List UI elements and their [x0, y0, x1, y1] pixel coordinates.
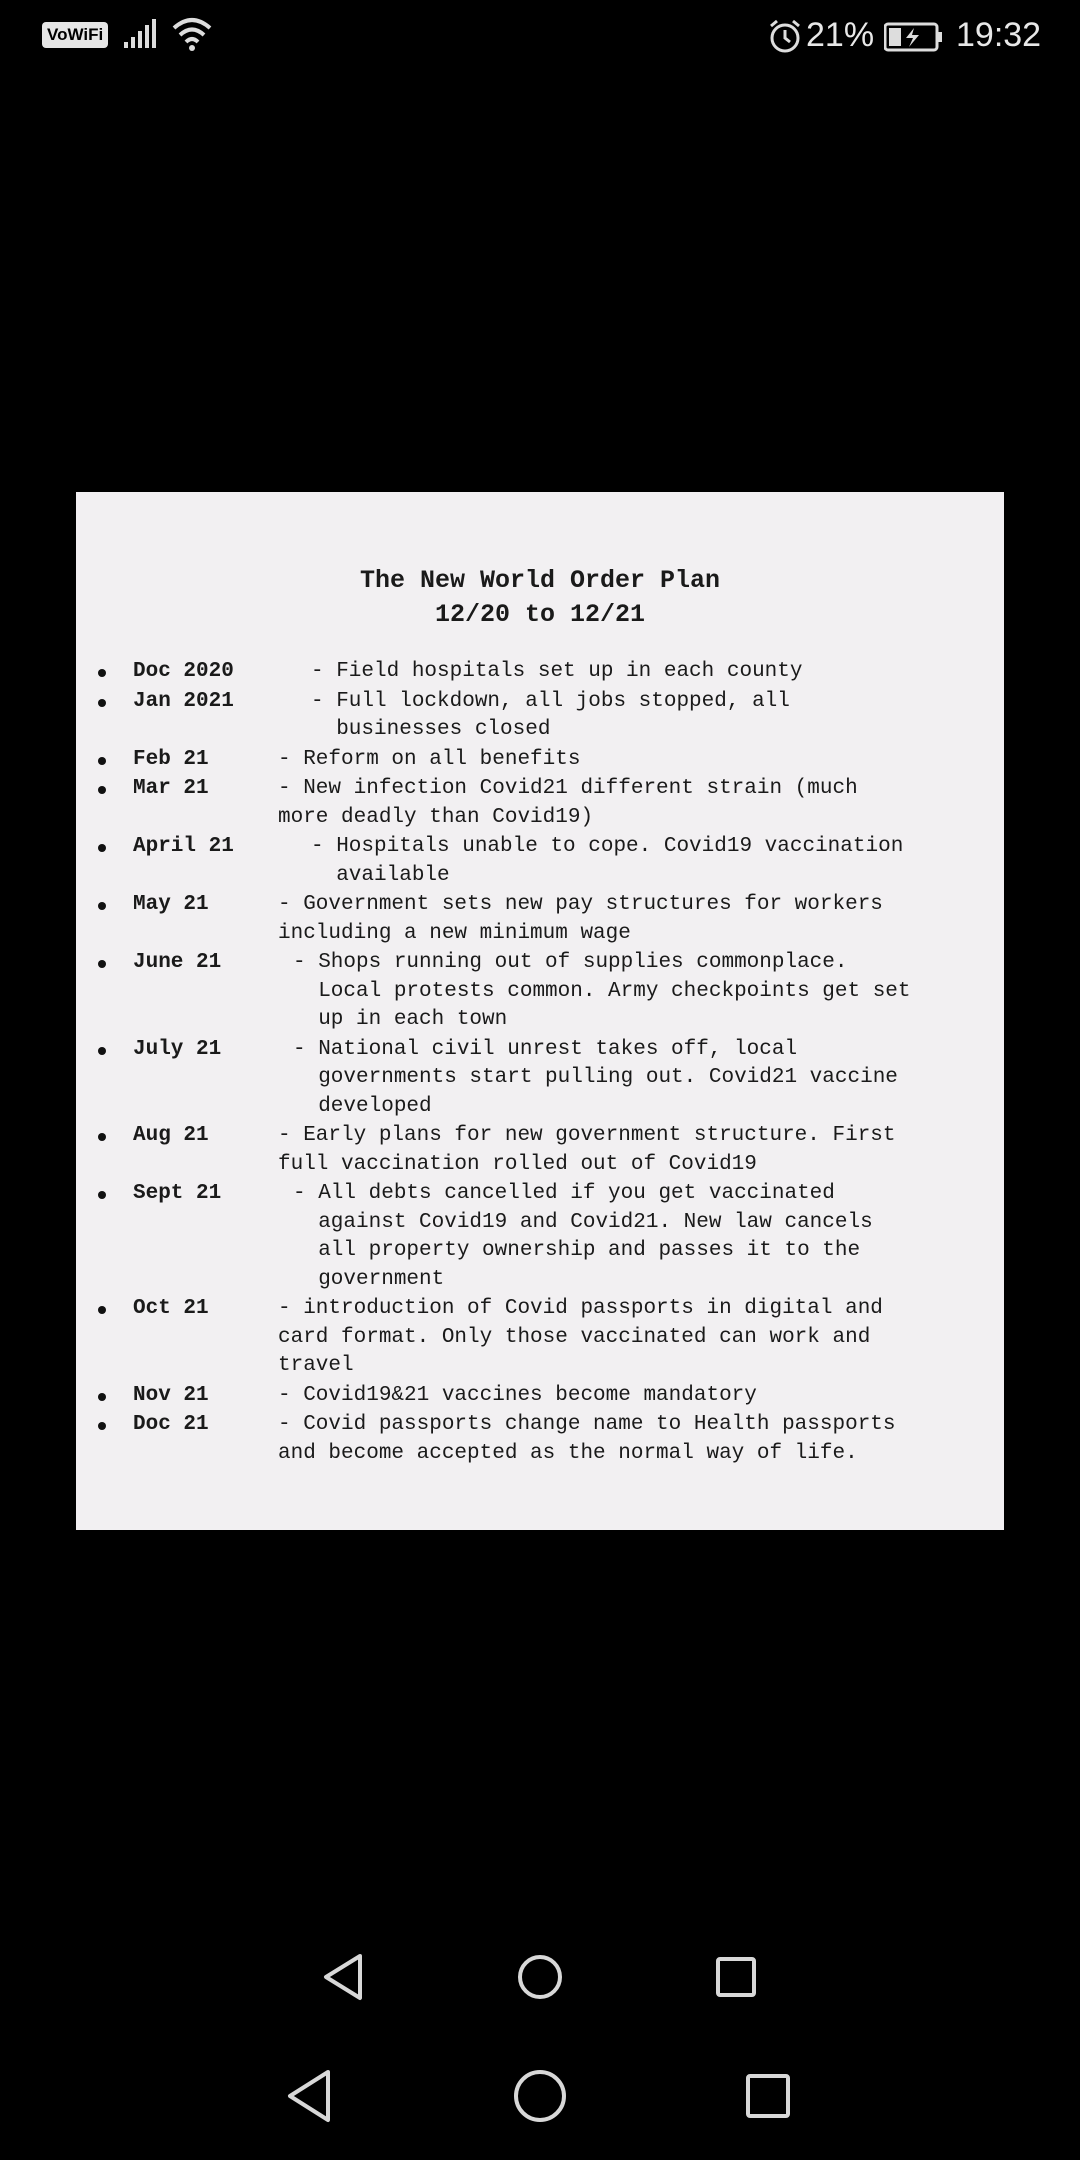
bullet-icon [98, 960, 106, 968]
entry-text-line: - introduction of Covid passports in digital and [278, 1297, 883, 1320]
timeline-entry [76, 746, 1004, 775]
timeline-entry [76, 1382, 1004, 1411]
bullet-icon [98, 1047, 106, 1055]
entry-date: July 21 [133, 1037, 222, 1061]
entry-text-line: full vaccination rolled out of Covid19 [278, 1152, 757, 1176]
entry-text [311, 658, 1004, 687]
back-icon[interactable] [320, 1952, 366, 2002]
recents-icon[interactable] [714, 1955, 758, 1999]
clock: 19:32 [956, 16, 1042, 54]
entry-date: Oct 21 [133, 1297, 209, 1320]
home-icon[interactable] [512, 2068, 568, 2124]
entry-text-line: - Covid19&21 vaccines become mandatory [278, 1383, 757, 1407]
entry-text-line: - National civil unrest takes off, local [293, 1037, 798, 1061]
entry-text [293, 1036, 1004, 1122]
battery-percent: 21% [806, 16, 875, 54]
entry-date: Doc 21 [133, 1413, 209, 1436]
entry-text [278, 1411, 1004, 1468]
timeline-entry [76, 1411, 1004, 1468]
entry-text [311, 688, 1004, 745]
bullet-icon [98, 1393, 106, 1401]
entry-text-line: - Hospitals unable to cope. Covid19 vaccination [311, 835, 904, 858]
entry-text [278, 891, 1004, 948]
bullet-icon [98, 902, 106, 910]
entry-date: Jan 2021 [133, 689, 234, 713]
entry-text-line: - Shops running out of supplies commonplace. [293, 951, 848, 974]
entry-text [293, 1180, 1004, 1294]
entry-text [293, 949, 1004, 1035]
timeline-entry [76, 1036, 1004, 1122]
entry-text-line: and become accepted as the normal way of life. [278, 1441, 858, 1465]
document-image [76, 492, 1004, 1530]
status-bar [0, 0, 1080, 74]
entry-text [278, 746, 1004, 775]
entry-text [311, 833, 1004, 890]
bullet-icon [98, 1306, 106, 1314]
entry-text-line: - All debts cancelled if you get vaccinated [293, 1182, 835, 1205]
entry-date: Nov 21 [133, 1383, 209, 1407]
recents-icon[interactable] [744, 2072, 792, 2120]
entry-text-line: - New infection Covid21 different strain (much [278, 777, 858, 800]
entry-date: Doc 2020 [133, 660, 234, 683]
entry-text-line: businesses closed [311, 718, 551, 741]
entry-text-line: Local protests common. Army checkpoints get set [293, 979, 911, 1003]
bullet-icon [98, 757, 106, 765]
bullet-icon [98, 844, 106, 852]
entry-text-line: more deadly than Covid19) [278, 805, 594, 829]
timeline-entry [76, 833, 1004, 890]
entry-text-line: - Government sets new pay structures for workers [278, 893, 883, 916]
timeline-entry [76, 775, 1004, 832]
entry-text-line: - Reform on all benefits [278, 747, 581, 771]
timeline-entry [76, 658, 1004, 687]
entry-text-line: government [293, 1267, 445, 1291]
entry-text-line: governments start pulling out. Covid21 vaccine [293, 1066, 898, 1089]
entry-text [278, 775, 1004, 832]
document-subtitle: 12/20 to 12/21 [434, 600, 646, 629]
entry-text-line: - Early plans for new government structure. First [278, 1124, 896, 1147]
entry-date: Feb 21 [133, 747, 209, 771]
bullet-icon [98, 786, 106, 794]
vowifi-badge: VoWiFi [42, 22, 108, 48]
entry-date: Mar 21 [133, 777, 209, 800]
entry-date: May 21 [133, 893, 209, 916]
alarm-icon [768, 18, 802, 54]
entry-text-line: developed [293, 1094, 432, 1118]
entry-date: Sept 21 [133, 1182, 222, 1205]
timeline-entry [76, 1295, 1004, 1381]
signal-icon [124, 18, 162, 50]
entry-text-line: - Covid passports change name to Health passports [278, 1413, 896, 1436]
wifi-icon [172, 16, 212, 54]
bullet-icon [98, 1133, 106, 1141]
entry-text-line: against Covid19 and Covid21. New law cancels [293, 1210, 873, 1234]
entry-date: Aug 21 [133, 1124, 209, 1147]
document-title: The New World Order Plan [359, 566, 721, 595]
timeline-entry [76, 1180, 1004, 1294]
timeline-entry [76, 949, 1004, 1035]
home-icon[interactable] [516, 1953, 564, 2001]
entry-text-line: all property ownership and passes it to the [293, 1239, 861, 1262]
entry-date: April 21 [133, 835, 234, 858]
entry-date: June 21 [133, 951, 222, 974]
entry-text-line: travel [278, 1354, 354, 1377]
bullet-icon [98, 1422, 106, 1430]
entry-text-line: - Full lockdown, all jobs stopped, all [311, 689, 790, 713]
timeline-entry [76, 891, 1004, 948]
timeline-entry [76, 688, 1004, 745]
entry-text [278, 1295, 1004, 1381]
timeline-entry [76, 1122, 1004, 1179]
bullet-icon [98, 699, 106, 707]
battery-charging-icon [884, 22, 944, 52]
entry-text-line: - Field hospitals set up in each county [311, 660, 803, 683]
entry-text-line: available [311, 863, 450, 887]
back-icon[interactable] [284, 2068, 334, 2124]
entry-text-line: card format. Only those vaccinated can work and [278, 1325, 871, 1349]
bullet-icon [98, 669, 106, 677]
timeline-list [76, 658, 1004, 1469]
entry-text-line: up in each town [293, 1008, 508, 1031]
entry-text [278, 1382, 1004, 1411]
bullet-icon [98, 1191, 106, 1199]
entry-text [278, 1122, 1004, 1179]
entry-text-line: including a new minimum wage [278, 921, 631, 945]
